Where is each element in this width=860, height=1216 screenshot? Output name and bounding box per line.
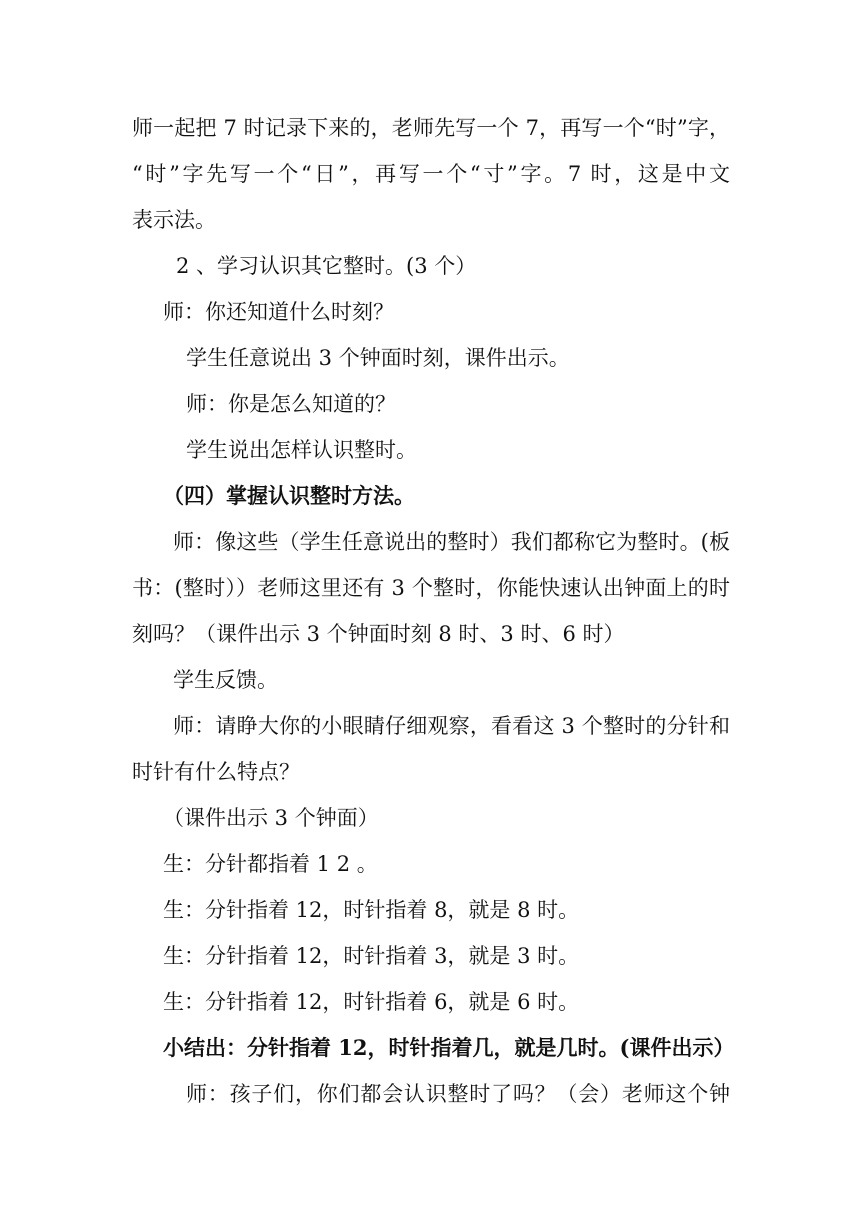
text-line-1: 师一起把 7 时记录下来的，老师先写一个 7，再写一个“时”字， (132, 116, 730, 140)
summary-line: 小结出：分针指着 12，时针指着几，就是几时。(课件出示） (163, 1035, 735, 1060)
text-line-20: 生：分针指着 12，时针指着 6，就是 6 时。 (163, 990, 580, 1014)
text-line-18: 生：分针指着 12，时针指着 8，就是 8 时。 (163, 898, 580, 922)
text-line-5: 师：你还知道什么时刻？ (163, 300, 394, 324)
text-line-8: 学生说出怎样认识整时。 (186, 438, 417, 462)
text-line-11: 书：(整时））老师这里还有 3 个整时，你能快速认出钟面上的时 (132, 576, 730, 600)
text-line-7: 师：你是怎么知道的？ (186, 392, 396, 416)
text-line-13: 学生反馈。 (173, 668, 278, 692)
text-line-16: （课件出示 3 个钟面） (163, 806, 379, 830)
text-line-12: 刻吗？（课件出示 3 个钟面时刻 8 时、3 时、6 时） (132, 622, 625, 646)
text-line-15: 时针有什么特点？ (132, 760, 300, 784)
text-line-17: 生：分针都指着 1 2 。 (163, 852, 378, 876)
text-line-19: 生：分针指着 12，时针指着 3，就是 3 时。 (163, 944, 580, 968)
text-line-3: 表示法。 (132, 208, 216, 232)
text-line-6: 学生任意说出 3 个钟面时刻，课件出示。 (186, 346, 570, 370)
text-line-22: 师：孩子们，你们都会认识整时了吗？（会）老师这个钟 (186, 1082, 730, 1106)
text-line-10: 师：像这些（学生任意说出的整时）我们都称它为整时。(板 (173, 530, 730, 554)
text-line-14: 师：请睁大你的小眼睛仔细观察，看看这 3 个整时的分针和 (173, 714, 730, 738)
section-heading-2: 2 、学习认识其它整时。(3 个） (176, 254, 477, 278)
text-line-2: “时”字先写一个“日”，再写一个“寸”字。7 时，这是中文 (132, 162, 730, 186)
section-heading-4: （四）掌握认识整时方法。 (163, 483, 415, 508)
